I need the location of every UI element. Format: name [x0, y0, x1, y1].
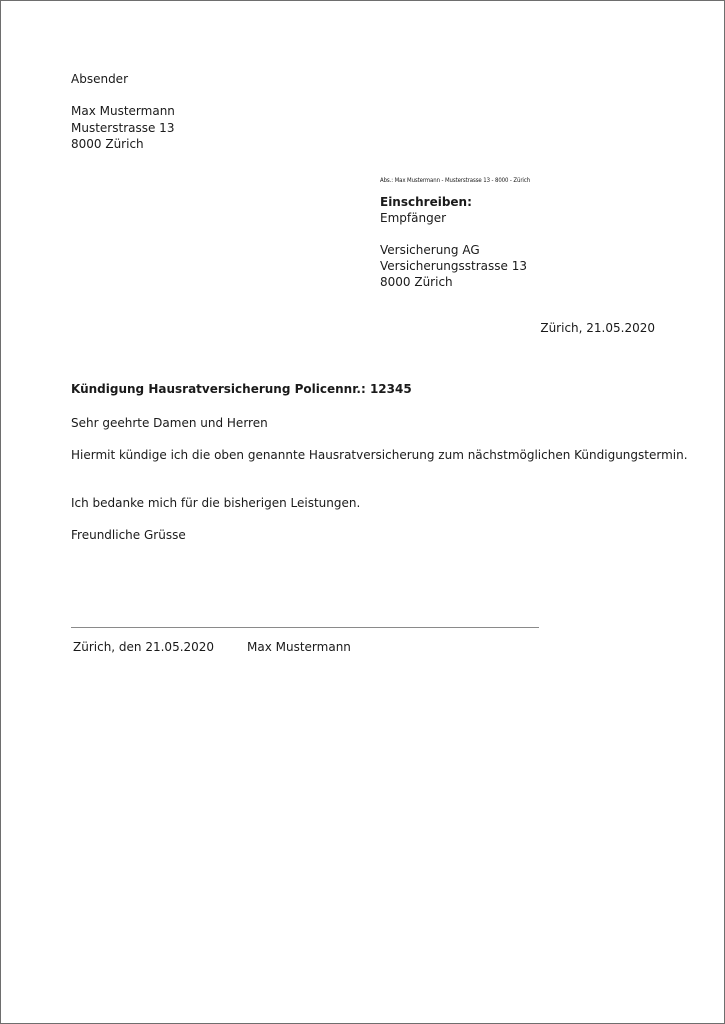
signature-line [71, 627, 539, 628]
recipient-label: Empfänger [380, 211, 447, 225]
signature-place-date: Zürich, den 21.05.2020 [73, 640, 215, 654]
sender-name: Max Mustermann [71, 104, 175, 118]
letter-date: Zürich, 21.05.2020 [540, 321, 655, 335]
registered-mail-label: Einschreiben: [380, 195, 472, 209]
sender-street: Musterstrasse 13 [71, 121, 175, 135]
signature-name: Max Mustermann [247, 640, 351, 654]
recipient-company: Versicherung AG [380, 243, 480, 257]
recipient-street: Versicherungsstrasse 13 [380, 259, 527, 273]
recipient-city: 8000 Zürich [380, 275, 453, 289]
salutation: Sehr geehrte Damen und Herren [71, 416, 268, 430]
return-address-line: Abs.: Max Mustermann - Musterstrasse 13 - 8000 - Zürich [380, 177, 531, 184]
body-paragraph-1: Hiermit kündige ich die oben genannte Hausratversicherung zum nächstmöglichen Kündigungstermin. [71, 448, 688, 462]
sender-heading: Absender [71, 72, 128, 86]
letter-subject: Kündigung Hausratversicherung Policennr.: 12345 [71, 382, 412, 396]
sender-city: 8000 Zürich [71, 137, 144, 151]
body-paragraph-2: Ich bedanke mich für die bisherigen Leistungen. [71, 496, 361, 510]
closing: Freundliche Grüsse [71, 528, 186, 542]
